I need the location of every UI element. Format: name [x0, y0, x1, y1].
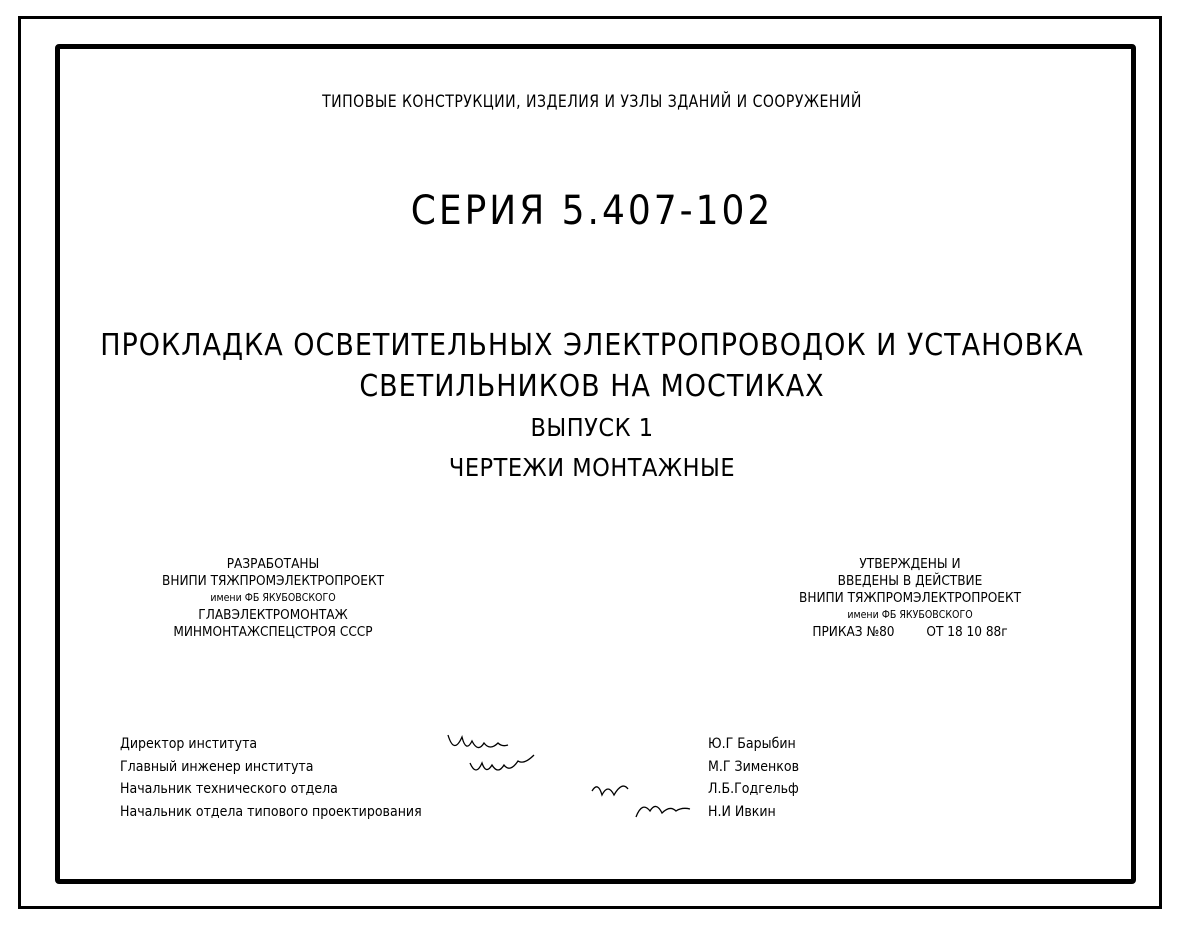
position-design-head: Начальник отдела типового проектирования	[120, 803, 422, 820]
approved-heading: УТВЕРЖДЕНЫ И	[859, 556, 961, 572]
developer-glav: ГЛАВЭЛЕКТРОМОНТАЖ	[198, 607, 348, 623]
developer-org: ВНИПИ ТЯЖПРОМЭЛЕКТРОПРОЕКТ	[161, 573, 384, 589]
signature-director	[448, 735, 508, 748]
order-date: ОТ 18 10 88г	[926, 624, 1008, 640]
position-director: Директор института	[120, 736, 258, 752]
approved-enacted: ВВЕДЕНЫ В ДЕЙСТВИЕ	[837, 573, 983, 589]
signature-design-head	[636, 806, 690, 817]
name-tech-head: Л.Б.Годгельф	[708, 781, 799, 797]
position-tech-head: Начальник технического отдела	[120, 781, 338, 797]
series-number: СЕРИЯ 5.407-102	[410, 188, 774, 234]
approved-by-block	[755, 556, 1065, 641]
document-header: ТИПОВЫЕ КОНСТРУКЦИИ, ИЗДЕЛИЯ И УЗЛЫ ЗДАНИЙ И СООРУЖЕНИЙ	[322, 92, 862, 112]
approver-org: ВНИПИ ТЯЖПРОМЭЛЕКТРОПРОЕКТ	[798, 590, 1021, 606]
position-chief-engineer: Главный инженер института	[120, 758, 314, 775]
approval-order-line	[755, 624, 1065, 641]
signature-tech-head	[592, 786, 628, 795]
signatory-names	[708, 733, 799, 823]
issue-number: ВЫПУСК 1	[530, 413, 654, 442]
document-subtitle: ЧЕРТЕЖИ МОНТАЖНЫЕ	[448, 453, 736, 482]
signature-chief-engineer	[470, 755, 534, 770]
signatory-positions	[120, 733, 422, 823]
name-chief-engineer: М.Г Зименков	[708, 758, 800, 775]
developed-by-block	[108, 556, 438, 641]
developer-named: имени ФБ ЯКУБОВСКОГО	[210, 592, 336, 604]
handwritten-signatures	[440, 727, 710, 837]
title-line-2: СВЕТИЛЬНИКОВ НА МОСТИКАХ	[359, 369, 825, 404]
developed-heading: РАЗРАБОТАНЫ	[226, 556, 320, 572]
approver-named: имени ФБ ЯКУБОВСКОГО	[847, 609, 973, 621]
name-director: Ю.Г Барыбин	[708, 736, 796, 752]
order-number: ПРИКАЗ №80	[812, 624, 895, 640]
name-design-head: Н.И Ивкин	[708, 803, 776, 820]
developer-ministry: МИНМОНТАЖСПЕЦСТРОЯ СССР	[173, 624, 373, 640]
title-line-1: ПРОКЛАДКА ОСВЕТИТЕЛЬНЫХ ЭЛЕКТРОПРОВОДОК И УСТАНОВКА	[100, 328, 1084, 363]
